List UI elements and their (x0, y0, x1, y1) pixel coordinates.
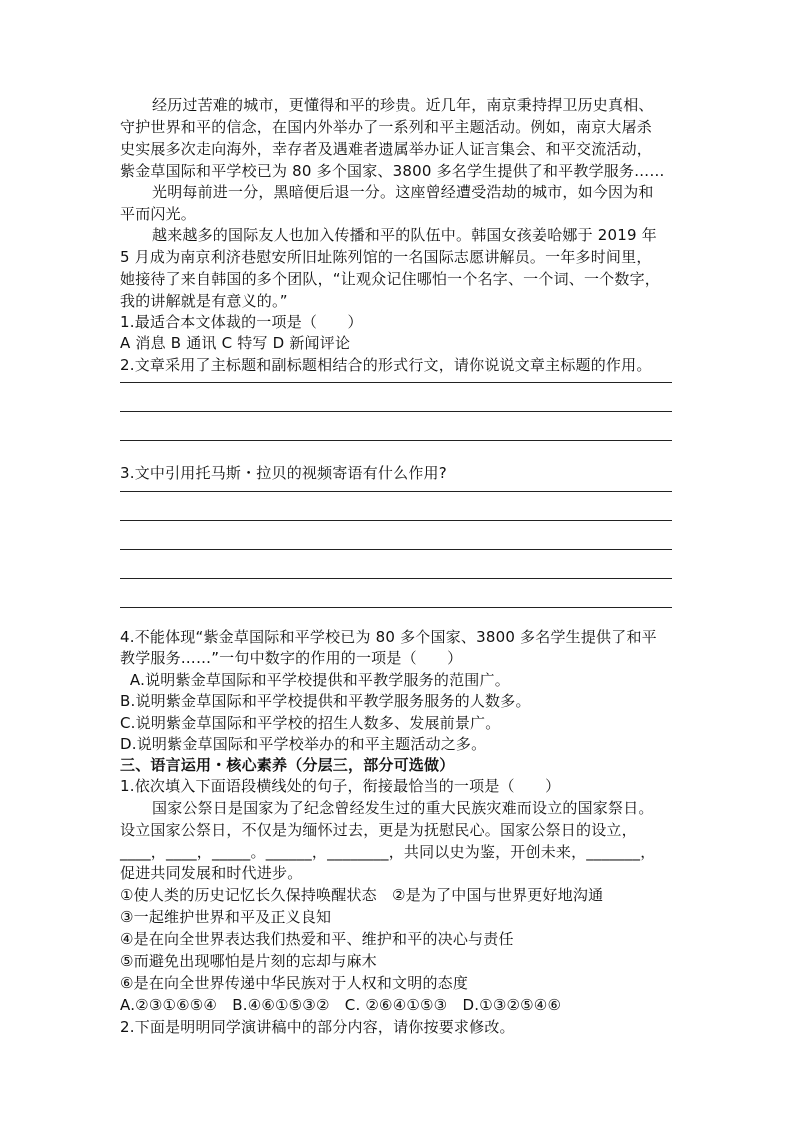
question-4-line-1: 4.不能体现“紫金草国际和平学校已为 80 多个国家、3800 多名学生提供了和平 (120, 628, 657, 646)
passage-p3-line-3: 她接待了来自韩国的多个团队，“让观众记住哪怕一个名字、一个词、一个数字， (120, 270, 660, 288)
passage-p3-line-4: 我的讲解就是有意义的。” (120, 292, 288, 310)
question-4-option-d: D.说明紫金草国际和平学校举办的和平主题活动之多。 (120, 735, 487, 753)
passage-p2-line-1: 光明每前进一分，黑暗便后退一分。这座曾经遭受浩劫的城市，如今因为和 (152, 183, 654, 201)
answer-line[interactable] (120, 491, 672, 492)
passage-p1-line-3: 史实展多次走向海外，幸存者及遇难者遗属举办证人证言集会、和平交流活动， (120, 140, 653, 158)
question-3: 3.文中引用托马斯・拉贝的视频寄语有什么作用? (120, 464, 447, 482)
passage-p3-line-2: 5 月成为南京利济巷慰安所旧址陈列馆的一名国际志愿讲解员。一年多时间里， (120, 248, 652, 266)
answer-line[interactable] (120, 382, 672, 383)
question-4-line-2: 教学服务……”一句中数字的作用的一项是（ ） (120, 649, 463, 667)
answer-line[interactable] (120, 411, 672, 412)
question-4-option-b: B.说明紫金草国际和平学校提供和平教学服务服务的人数多。 (120, 692, 531, 710)
answer-line[interactable] (120, 578, 672, 579)
answer-line[interactable] (120, 607, 672, 608)
answer-line[interactable] (120, 520, 672, 521)
answer-line[interactable] (120, 440, 672, 441)
section-3-item-6: ⑥是在向全世界传递中华民族对于人权和文明的态度 (120, 974, 469, 992)
section-3-passage-line-1: 国家公祭日是国家为了纪念曾经发生过的重大民族灾难而设立的国家祭日。 (152, 799, 654, 817)
section-3-choices: A.②③①⑥⑤④ B.④⑥①⑤③② C. ②⑥④①⑤③ D.①③②⑤④⑥ (120, 996, 562, 1014)
passage-p3-line-1: 越来越多的国际友人也加入传播和平的队伍中。韩国女孩姜哈娜于 2019 年 (152, 226, 657, 244)
question-2: 2.文章采用了主标题和副标题相结合的形式行文，请你说说文章主标题的作用。 (120, 356, 652, 374)
passage-p1-line-4: 紫金草国际和平学校已为 80 多个国家、3800 多名学生提供了和平教学服务…… (120, 162, 665, 180)
section-3-item-1-2: ①使人类的历史记忆长久保持唤醒状态 ②是为了中国与世界更好地沟通 (120, 886, 604, 904)
section-3-item-3: ③一起维护世界和平及正义良知 (120, 908, 332, 926)
answer-line[interactable] (120, 549, 672, 550)
section-3-item-5: ⑤而避免出现哪怕是片刻的忘却与麻木 (120, 952, 377, 970)
section-3-passage-line-2: 设立国家公祭日，不仅是为缅怀过去，更是为抚慰民心。国家公祭日的设立， (120, 821, 637, 839)
question-4-option-c: C.说明紫金草国际和平学校的招生人数多、发展前景广。 (120, 714, 501, 732)
question-4-option-a: A.说明紫金草国际和平学校提供和平教学服务的范围广。 (120, 671, 510, 689)
section-3-question-1: 1.依次填入下面语段横线处的句子，衔接最恰当的一项是（ ） (120, 777, 561, 795)
question-1: 1.最适合本文体裁的一项是（ ） (120, 313, 363, 331)
section-3-question-2: 2.下面是明明同学演讲稿中的部分内容，请你按要求修改。 (120, 1018, 515, 1036)
passage-p2-line-2: 平而闪光。 (120, 205, 197, 223)
section-3-heading: 三、语言运用・核心素养（分层三，部分可选做） (120, 756, 455, 774)
question-1-options: A 消息 B 通讯 C 特写 D 新闻评论 (120, 334, 351, 352)
section-3-passage-line-3: ____，____，_____。______，________，共同以史为鉴，开创未来，_______， (120, 843, 656, 861)
passage-p1-line-2: 守护世界和平的信念，在国内外举办了一系列和平主题活动。例如，南京大屠杀 (120, 118, 653, 136)
section-3-item-4: ④是在向全世界表达我们热爱和平、维护和平的决心与责任 (120, 930, 514, 948)
section-3-passage-line-4: 促进共同发展和时代进步。 (120, 864, 303, 882)
passage-p1-line-1: 经历过苦难的城市，更懂得和平的珍贵。近几年，南京秉持捍卫历史真相、 (152, 96, 654, 114)
